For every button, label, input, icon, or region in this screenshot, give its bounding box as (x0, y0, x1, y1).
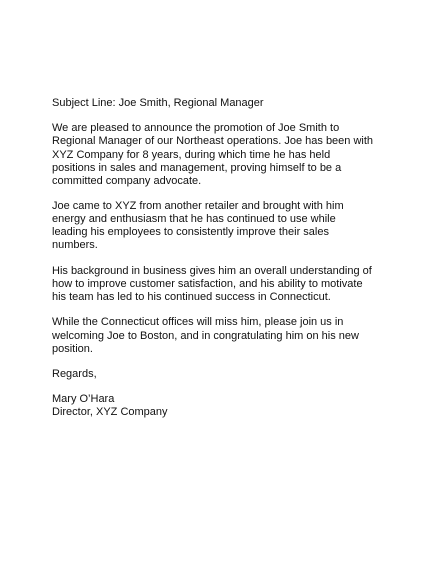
paragraph-background (52, 200, 392, 252)
closing: Regards, (52, 367, 97, 380)
signature-name: Mary O’Hara (52, 393, 115, 406)
paragraph-farewell (52, 316, 392, 355)
subject-line: Subject Line: Joe Smith, Regional Manager (52, 97, 264, 109)
paragraph-promotion (52, 122, 392, 187)
paragraph-line: how to improve customer satisfaction, and his ability to motivate (52, 277, 363, 290)
closing-block (52, 368, 392, 381)
paragraph-line: leading his employees to consistently improve their sales (52, 226, 329, 239)
paragraph-line: His background in business gives him an overall understanding of (52, 264, 372, 277)
paragraph-line: XYZ Company for 8 years, during which time he has held (52, 148, 331, 161)
paragraph-line: Regional Manager of our Northeast operations. Joe has been with (52, 135, 374, 148)
paragraph-business (52, 265, 392, 304)
paragraph-line: positions in sales and management, proving himself to be a (52, 161, 342, 174)
signature-block (52, 393, 392, 419)
paragraph-line: Joe came to XYZ from another retailer and brought with him (52, 200, 344, 213)
signature-title: Director, XYZ Company (52, 406, 168, 419)
paragraph-line: While the Connecticut offices will miss him, please join us in (52, 316, 344, 329)
paragraph-line: position. (52, 342, 93, 355)
paragraph-line: his team has led to his continued success in Connecticut. (52, 291, 331, 304)
paragraph-line: numbers. (52, 239, 98, 252)
letter-body (52, 97, 392, 420)
paragraph-line: energy and enthusiasm that he has continued to use while (52, 213, 336, 226)
paragraph-line: We are pleased to announce the promotion of Joe Smith to (52, 122, 340, 135)
subject-line-block (52, 97, 392, 110)
paragraph-line: committed company advocate. (52, 174, 202, 187)
paragraph-line: welcoming Joe to Boston, and in congratulating him on his new (52, 329, 359, 342)
